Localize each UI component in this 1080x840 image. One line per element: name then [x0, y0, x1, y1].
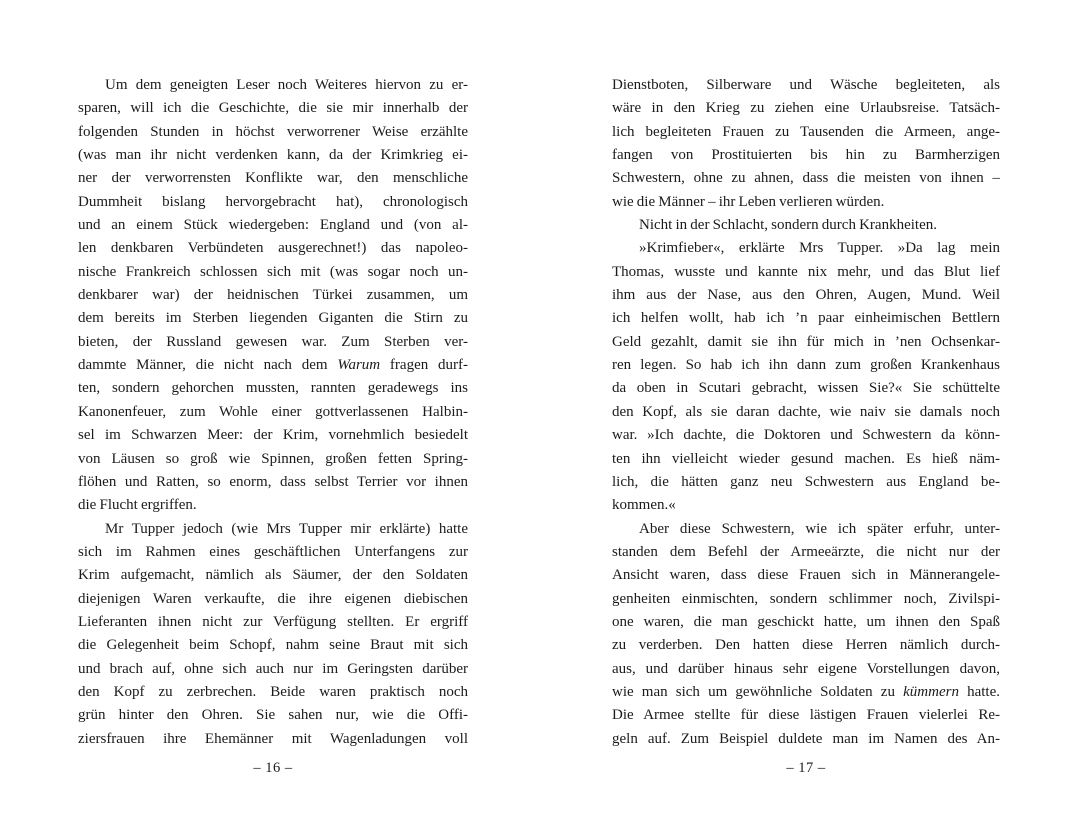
- text-line: [78, 471, 468, 494]
- text-segment: ren legen. So hab ich ihn dann zum großen Krankenhaus: [612, 357, 1000, 374]
- page-text-left: [78, 74, 468, 751]
- text-segment: wie man sich um gewöhnliche Soldaten zu: [612, 683, 904, 700]
- text-line: [612, 167, 1000, 190]
- text-segment: one waren, die man geschickt hatte, um ihnen den Spaß: [612, 613, 1000, 630]
- text-line: [612, 74, 1000, 97]
- text-line: [612, 471, 1000, 494]
- text-segment: grün hinter den Ohren. Sie sahen nur, wie die Offi-: [78, 707, 468, 724]
- text-segment: Um dem geneigten Leser noch Weiteres hiervon zu er-: [105, 77, 468, 93]
- text-line: [78, 354, 468, 377]
- text-line: [78, 191, 468, 214]
- text-line: [78, 424, 468, 447]
- text-segment: Ansicht waren, dass diese Frauen sich in Männerangele-: [612, 567, 1000, 584]
- text-line: [78, 681, 468, 704]
- text-segment: die Flucht ergriffen.: [78, 497, 197, 514]
- text-segment: die Gelegenheit beim Schopf, nahm seine Braut mit sich: [78, 637, 468, 654]
- text-segment: Geld gezahlt, damit sie ihn für mich in ’nen Ochsenkar-: [612, 333, 1000, 350]
- text-segment: genheiten einmischten, sondern schlimmer noch, Zivilspi-: [612, 590, 1000, 607]
- text-segment: Thomas, wusste und kannte nix mehr, und das Blut lief: [612, 263, 1000, 280]
- text-line: [612, 564, 1000, 587]
- italic-text: kümmern: [903, 683, 959, 700]
- text-segment: ihm aus der Nase, aus den Ohren, Augen, Mund. Weil: [612, 287, 1000, 304]
- text-segment: ten, sondern gehorchen mussten, rannten geradewegs ins: [78, 380, 468, 397]
- book-page-left: [78, 74, 468, 777]
- text-segment: hatte.: [958, 683, 1000, 700]
- text-segment: Die Armee stellte für diese lästigen Frauen vielerlei Re-: [612, 707, 1000, 724]
- text-segment: flöhen und Ratten, so enorm, dass selbst Terrier vor ihnen: [78, 473, 468, 490]
- text-segment: fragen durf-: [380, 357, 468, 374]
- text-segment: folgenden Stunden in höchst verworrener Weise erzählte: [78, 123, 468, 140]
- text-segment: Krim aufgemacht, nämlich als Säumer, der den Soldaten: [78, 567, 468, 584]
- text-segment: (was man ihr nicht verdenken kann, da der Krimkrieg ei-: [78, 147, 468, 164]
- text-segment: Aber diese Schwestern, wie ich später erfuhr, unter-: [639, 520, 1000, 537]
- text-segment: lich, die hätten ganz neu Schwestern aus England be-: [612, 473, 1000, 490]
- text-segment: da oben in Scutari gebracht, wissen Sie?« Sie schüttelte: [612, 380, 1000, 397]
- text-segment: len denkbaren Verbündeten ausgerechnet!) das napoleo-: [78, 240, 468, 257]
- text-line: [78, 728, 468, 751]
- text-line: [612, 611, 1000, 634]
- text-segment: ten ihn vielleicht wieder gesund machen. Es hieß näm-: [612, 450, 1000, 467]
- text-segment: ich helfen wollt, hab ich ’n paar einheimischen Bettlern: [612, 310, 1000, 327]
- text-segment: und brach auf, ohne sich auch nur im Geringsten darüber: [78, 660, 468, 677]
- text-segment: »Krimfieber«, erklärte Mrs Tupper. »Da lag mein: [639, 240, 1000, 257]
- text-segment: ner der verworrensten Konflikte war, den menschliche: [78, 170, 468, 187]
- text-segment: Lieferanten ihnen nicht zur Verfügung stellten. Er ergriff: [78, 613, 468, 630]
- text-segment: kommen.«: [612, 497, 676, 514]
- text-line: [612, 658, 1000, 681]
- text-line: [612, 634, 1000, 657]
- text-line: [612, 354, 1000, 377]
- text-line: [78, 261, 468, 284]
- text-line: [612, 284, 1000, 307]
- text-segment: sparen, will ich die Geschichte, die sie mir innerhalb der: [78, 100, 468, 117]
- page-text-right: [612, 74, 1000, 751]
- italic-text: Warum: [337, 357, 381, 374]
- text-line: [78, 331, 468, 354]
- text-line: [612, 424, 1000, 447]
- text-line: [78, 121, 468, 144]
- text-segment: dammte Männer, die nicht nach dem: [78, 357, 338, 374]
- text-line: [612, 191, 1000, 214]
- text-line: [78, 634, 468, 657]
- text-line: [78, 448, 468, 471]
- text-line: [78, 214, 468, 237]
- text-line: [78, 307, 468, 330]
- text-line: [78, 658, 468, 681]
- text-segment: zu verderben. Den hatten diese Herren nämlich durch-: [612, 637, 1000, 654]
- text-line: [78, 518, 468, 541]
- book-page-right: [612, 74, 1000, 777]
- text-line: [78, 74, 468, 97]
- text-line: [612, 331, 1000, 354]
- text-segment: ziersfrauen ihre Ehemänner mit Wagenladungen voll: [78, 730, 468, 747]
- page-number-right: – 17 –: [786, 759, 826, 776]
- text-line: [78, 144, 468, 167]
- text-line: [78, 541, 468, 564]
- text-line: [612, 401, 1000, 424]
- text-line: [612, 728, 1000, 751]
- text-line: [612, 261, 1000, 284]
- text-segment: geln auf. Zum Beispiel duldete man im Namen des An-: [612, 730, 1000, 747]
- text-segment: Kanonenfeuer, zum Wohle einer gottverlassenen Halbin-: [78, 403, 468, 420]
- text-line: [612, 588, 1000, 611]
- text-line: [612, 121, 1000, 144]
- text-line: [78, 494, 468, 517]
- text-segment: lich begleiteten Frauen zu Tausenden die Armeen, ange-: [612, 123, 1000, 140]
- text-segment: dem bereits im Sterben liegenden Giganten die Stirn zu: [78, 310, 468, 327]
- text-segment: Dummheit bislang hervorgebracht hat), chronologisch: [78, 193, 468, 210]
- text-segment: wie die Männer – ihr Leben verlieren würden.: [612, 193, 885, 210]
- page-number-left: – 16 –: [253, 759, 293, 776]
- text-line: [612, 704, 1000, 727]
- text-segment: wäre in den Krieg zu ziehen eine Urlaubsreise. Tatsäch-: [612, 100, 1000, 117]
- text-line: [78, 611, 468, 634]
- text-segment: Mr Tupper jedoch (wie Mrs Tupper mir erklärte) hatte: [105, 520, 468, 537]
- text-line: [612, 494, 1000, 517]
- text-segment: standen dem Befehl der Armeeärzte, die nicht nur der: [612, 543, 1000, 560]
- text-segment: war. »Ich dachte, die Doktoren und Schwestern da könn-: [612, 427, 1000, 444]
- text-segment: von Läusen so groß wie Spinnen, großen fetten Spring-: [78, 450, 468, 467]
- text-line: [78, 588, 468, 611]
- text-segment: bieten, der Russland gewesen war. Zum Sterben ver-: [78, 333, 468, 350]
- text-segment: diejenigen Waren verkaufte, die ihre eigenen diebischen: [78, 590, 468, 607]
- text-segment: den Kopf, als sie daran dachte, wie naiv sie damals noch: [612, 403, 1000, 420]
- text-segment: sel im Schwarzen Meer: der Krim, vornehmlich besiedelt: [78, 427, 468, 444]
- text-segment: aus, und darüber hinaus sehr eigene Vorstellungen davon,: [612, 660, 1000, 677]
- text-line: [612, 518, 1000, 541]
- text-line: [78, 167, 468, 190]
- text-segment: Nicht in der Schlacht, sondern durch Krankheiten.: [639, 217, 937, 234]
- text-segment: sich im Rahmen eines geschäftlichen Unterfangens zur: [78, 543, 468, 560]
- text-line: [78, 401, 468, 424]
- text-line: [78, 284, 468, 307]
- text-line: [612, 377, 1000, 400]
- text-line: [78, 97, 468, 120]
- text-line: [78, 704, 468, 727]
- text-segment: Schwestern, ohne zu ahnen, dass die meisten von ihnen –: [612, 170, 1000, 187]
- text-line: [612, 97, 1000, 120]
- text-line: [78, 237, 468, 260]
- text-segment: nische Frankreich schlossen sich mit (was sogar noch un-: [78, 263, 468, 280]
- text-line: [612, 448, 1000, 471]
- text-segment: Dienstboten, Silberware und Wäsche begleiteten, als: [612, 77, 1000, 93]
- text-line: [612, 541, 1000, 564]
- text-line: [612, 237, 1000, 260]
- text-segment: denkbarer war) der heidnischen Türkei zusammen, um: [78, 287, 468, 304]
- text-line: [612, 144, 1000, 167]
- text-line: [78, 377, 468, 400]
- text-line: [78, 564, 468, 587]
- text-segment: fangen von Prostituierten bis hin zu Barmherzigen: [612, 147, 1000, 164]
- text-segment: den Kopf zu zerbrechen. Beide waren praktisch noch: [78, 683, 468, 700]
- text-line: [612, 681, 1000, 704]
- text-line: [612, 214, 1000, 237]
- text-line: [612, 307, 1000, 330]
- text-segment: und an einem Stück wiedergeben: England und (von al-: [78, 217, 468, 234]
